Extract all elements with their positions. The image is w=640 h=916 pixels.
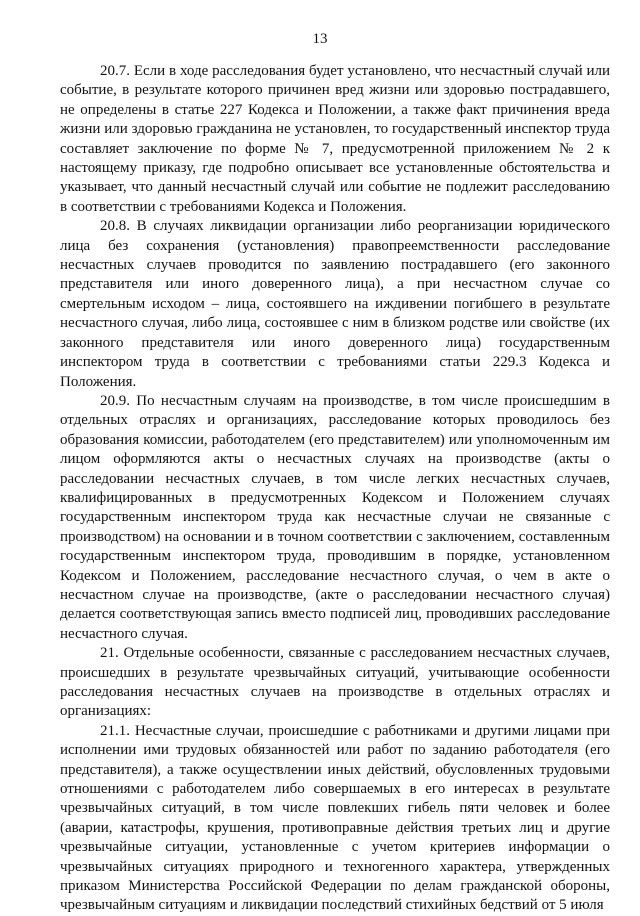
- body-text: [60, 62, 610, 916]
- page-number: 13: [312, 31, 328, 47]
- paragraph-21-1: 21.1. Несчастные случаи, происшедшие с работниками и другими лицами при исполнении ими трудовых обязанностей или работ по заданию работодателя (его представителя), а также осуществлении иных действий, обусловленных трудовыми отношениями с работодателем либо совершаемых в его интересах в результате чрезвычайных ситуаций, в том числе повлекших гибель пяти человек и более (аварии, катастрофы, крушения, противоправные действия третьих лиц и другие чрезвычайные ситуации, установленные с учетом критериев информации о чрезвычайных ситуациях природного и техногенного характера, утвержденных приказом Министерства Российской Федерации по делам гражданской обороны, чрезвычайным ситуациям и ликвидации последствий стихийных бедствий от 5 июля: [60, 722, 610, 914]
- paragraph-20-7: 20.7. Если в ходе расследования будет установлено, что несчастный случай или событие, в результате которого причинен вред жизни или здоровью пострадавшего, не определены в статье 227 Кодекса и Положении, а также факт причинения вреда жизни или здоровью гражданина не установлен, то государственный инспектор труда составляет заключение по форме № 7, предусмотренной приложением № 2 к настоящему приказу, где подробно описывает все установленные обстоятельства и указывает, что данный несчастный случай или событие не подлежит расследованию в соответствии с требованиями Кодекса и Положения.: [60, 63, 610, 215]
- paragraph-21: 21. Отдельные особенности, связанные с расследованием несчастных случаев, происшедших в результате чрезвычайных ситуаций, учитывающие особенности расследования несчастных случаев на производстве в отдельных отраслях и организациях:: [60, 645, 610, 720]
- paragraph-20-8: 20.8. В случаях ликвидации организации либо реорганизации юридического лица без сохранения (установления) правопреемственности расследование несчастных случаев проводится по заявлению пострадавшего (его законного представителя или иного доверенного лица), а при несчастном случае со смертельным исходом – лица, состоявшего на иждивении погибшего в результате несчастного случая, либо лица, состоявшее с ним в близком родстве или свойстве (их законного представителя или иного доверенного лица) государственным инспектором труда в соответствии с требованиями статьи 229.3 Кодекса и Положения.: [60, 218, 610, 390]
- paragraph-20-9: 20.9. По несчастным случаям на производстве, в том числе происшедшим в отдельных отраслях и организациях, расследование которых проводилось без образования комиссии, работодателем (его представителем) или уполномоченным им лицом оформляются акты о несчастных случаях на производстве (акты о расследовании несчастных случаев, в том числе легких несчастных случаев, квалифицированных в предусмотренных Кодексом и Положением случаях государственным инспектором труда как несчастные случаи не связанные с производством) на основании и в точном соответствии с заключением, составленным государственным инспектором труда, проводившим в порядке, установленном Кодексом и Положением, расследование несчастного случая, о чем в акте о несчастном случае на производстве, (акте о расследовании несчастного случая) делается соответствующая запись вместо подписей лиц, проводивших расследование несчастного случая.: [60, 392, 610, 642]
